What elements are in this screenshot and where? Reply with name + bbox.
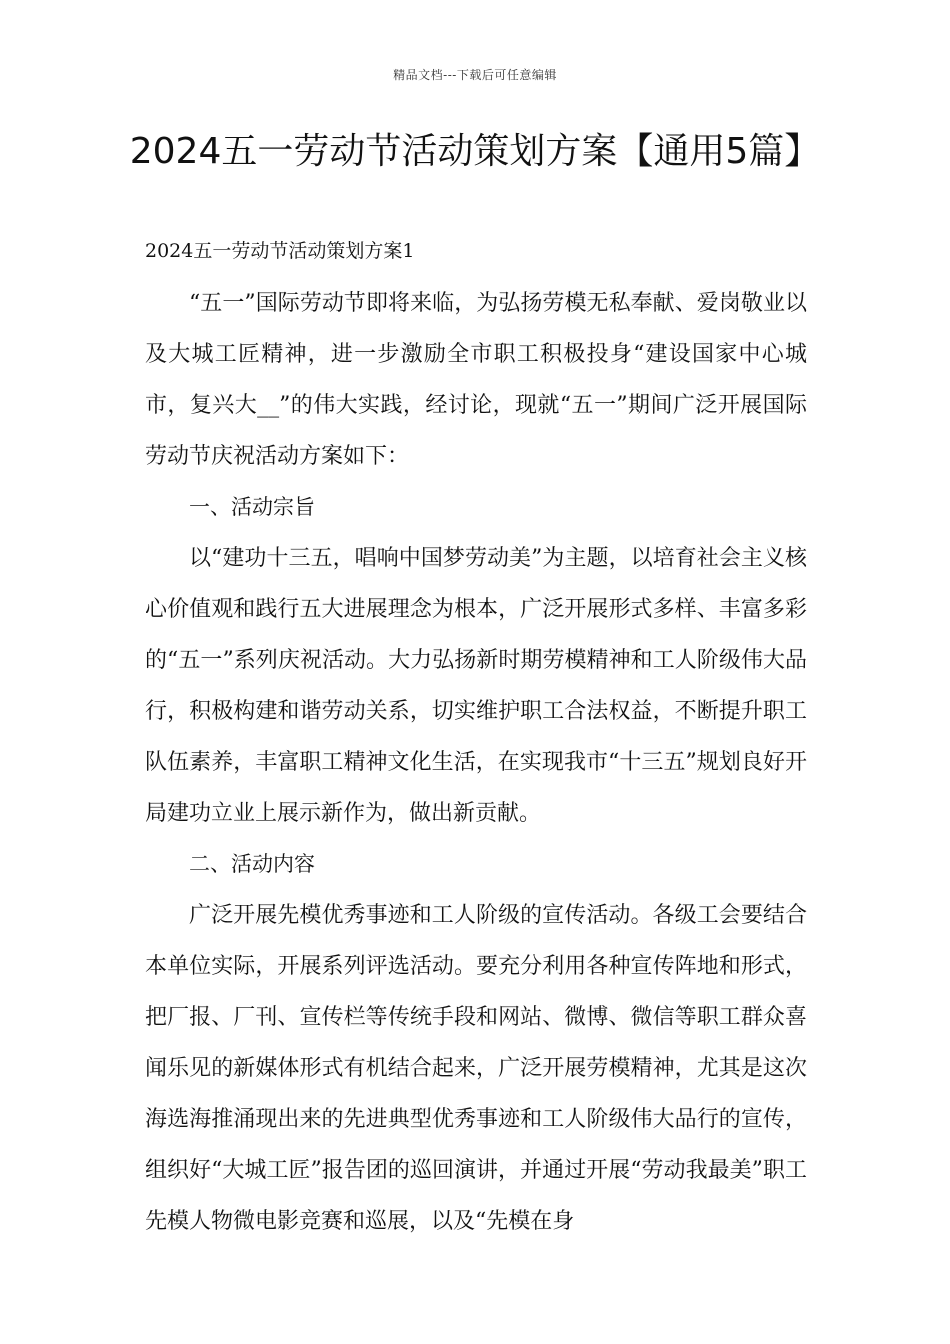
section-heading-purpose: 一、活动宗旨 (189, 495, 315, 519)
content-paragraph: 广泛开展先模优秀事迹和工人阶级的宣传活动。各级工会要结合本单位实际，开展系列评选活动。要充分利用各种宣传阵地和形式，把厂报、厂刊、宣传栏等传统手段和网站、微博、微信等职工群众喜闻乐见的新媒体形式有机结合起来，广泛开展劳模精神，尤其是这次海选海推涌现出来的先进典型优秀事迹和工人阶级伟大品行的宣传，组织好“大城工匠”报告团的巡回演讲，并通过开展“劳动我最美”职工先模人物微电影竞赛和巡展，以及“先模在身 (145, 903, 807, 1234)
section-heading-content: 二、活动内容 (189, 852, 315, 876)
purpose-paragraph: 以“建功十三五，唱响中国梦劳动美”为主题，以培育社会主义核心价值观和践行五大进展理念为根本，广泛开展形式多样、丰富多彩的“五一”系列庆祝活动。大力弘扬新时期劳模精神和工人阶级伟大品行，积极构建和谐劳动关系，切实维护职工合法权益，不断提升职工队伍素养，丰富职工精神文化生活，在实现我市“十三五”规划良好开局建功立业上展示新作为，做出新贡献。 (145, 546, 807, 826)
document-body (145, 232, 807, 1247)
intro-paragraph: “五一”国际劳动节即将来临，为弘扬劳模无私奉献、爱岗敬业以及大城工匠精神，进一步激励全市职工积极投身“建设国家中心城市，复兴大__”的伟大实践，经讨论，现就“五一”期间广泛开展国际劳动节庆祝活动方案如下： (145, 291, 807, 469)
document-title: 2024五一劳动节活动策划方案【通用5篇】 (129, 131, 821, 172)
header-watermark: 精品文档---下载后可任意编辑 (393, 68, 557, 82)
document-subtitle: 2024五一劳动节活动策划方案1 (145, 240, 415, 262)
